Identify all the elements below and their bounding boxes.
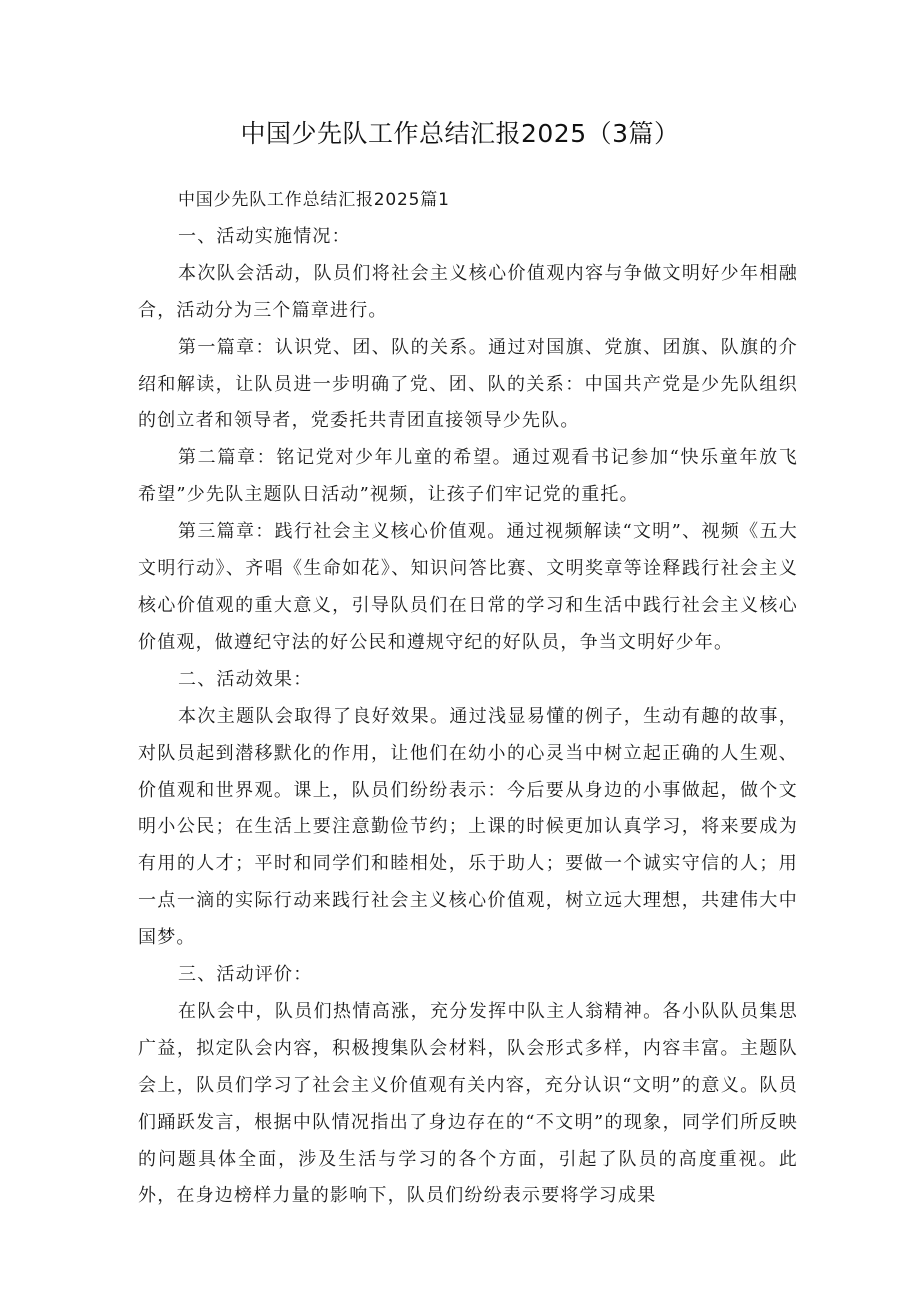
section-heading: 三、活动评价： xyxy=(178,964,313,986)
section-heading: 一、活动实施情况： xyxy=(178,225,351,247)
body-paragraph: 本次队会活动，队员们将社会主义核心价值观内容与争做文明好少年相融合，活动分为三个篇章进行。 xyxy=(138,262,798,321)
body-paragraph: 第二篇章：铭记党对少年儿童的希望。通过观看书记参加“快乐童年放飞希望”少先队主题队日活动”视频，让孩子们牢记党的重托。 xyxy=(138,447,798,506)
body-paragraph: 第三篇章：践行社会主义核心价值观。通过视频解读“文明”、视频《五大文明行动》、齐唱《生命如花》、知识问答比赛、文明奖章等诠释践行社会主义核心价值观的重大意义，引导队员们在日常的学习和生活中践行社会主义核心价值观，做遵纪守法的好公民和遵规守纪的好队员，争当文明好少年。 xyxy=(138,521,798,653)
section-heading: 二、活动效果： xyxy=(178,668,313,690)
body-paragraph: 第一篇章：认识党、团、队的关系。通过对国旗、党旗、团旗、队旗的介绍和解读，让队员进一步明确了党、团、队的关系：中国共产党是少先队组织的创立者和领导者，党委托共青团直接领导少先队。 xyxy=(138,336,798,432)
body-paragraph: 本次主题队会取得了良好效果。通过浅显易懂的例子，生动有趣的故事，对队员起到潜移默化的作用，让他们在幼小的心灵当中树立起正确的人生观、价值观和世界观。课上，队员们纷纷表示：今后要从身边的小事做起，做个文明小公民；在生活上要注意勤俭节约；上课的时候更加认真学习，将来要成为有用的人才；平时和同学们和睦相处，乐于助人；要做一个诚实守信的人；用一点一滴的实际行动来践行社会主义核心价值观，树立远大理想，共建伟大中国梦。 xyxy=(138,705,798,949)
document-body xyxy=(138,182,798,1215)
section-subtitle: 中国少先队工作总结汇报2025篇1 xyxy=(178,190,450,210)
document-title: 中国少先队工作总结汇报2025（3篇） xyxy=(240,119,680,148)
body-paragraph: 在队会中，队员们热情高涨，充分发挥中队主人翁精神。各小队队员集思广益，拟定队会内容，积极搜集队会材料，队会形式多样，内容丰富。主题队会上，队员们学习了社会主义价值观有关内容，充分认识“文明”的意义。队员们踊跃发言，根据中队情况指出了身边存在的“不文明”的现象，同学们所反映的问题具体全面，涉及生活与学习的各个方面，引起了队员的高度重视。此外，在身边榜样力量的影响下，队员们纷纷表示要将学习成果 xyxy=(138,1000,798,1207)
